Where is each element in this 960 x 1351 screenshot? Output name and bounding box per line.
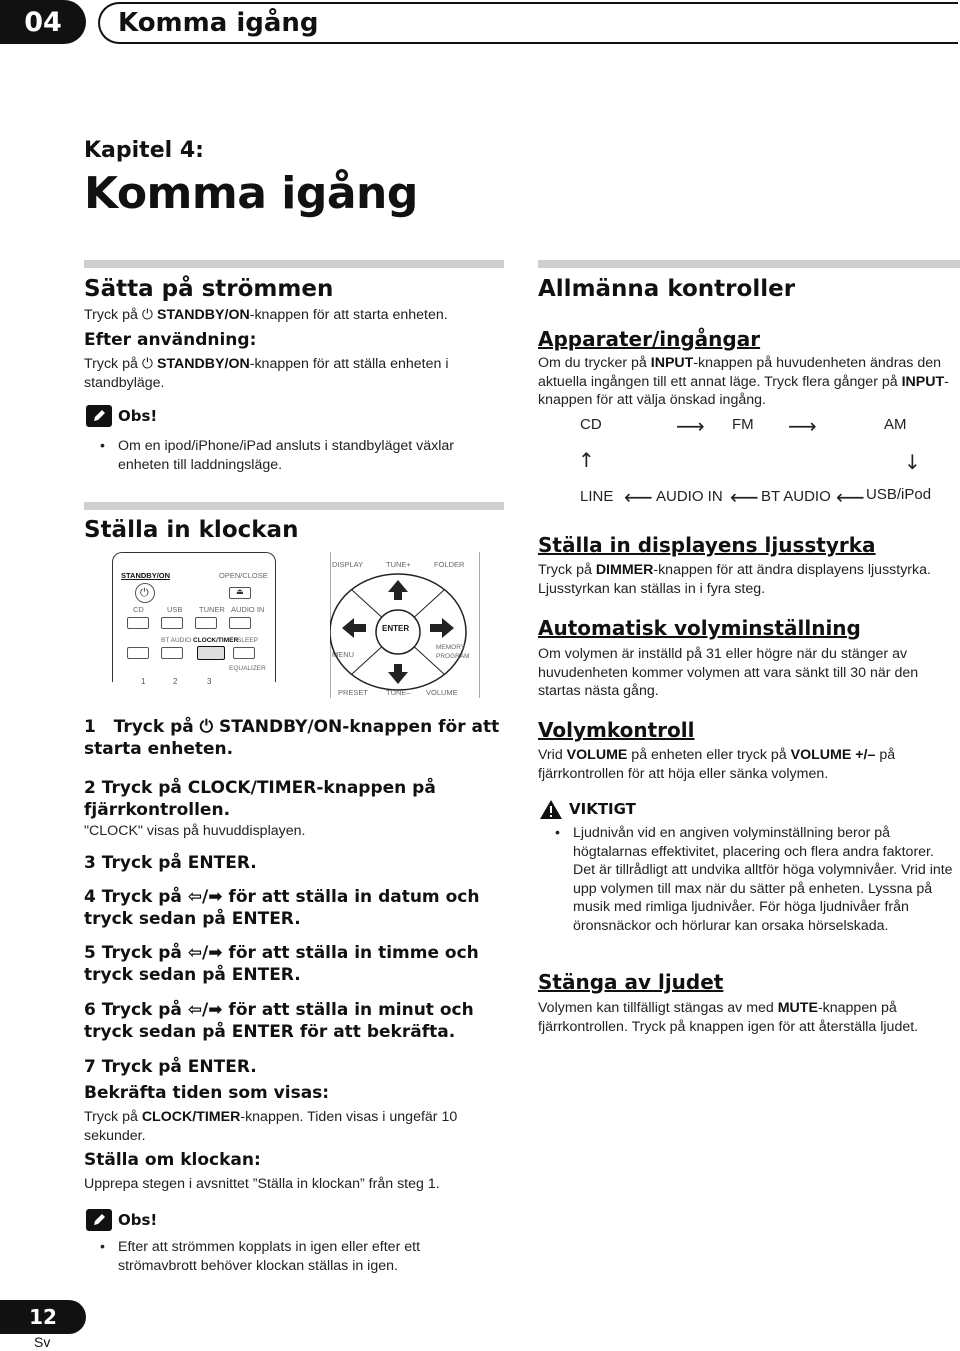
dpad-enter-label: ENTER (382, 624, 410, 633)
language-code: Sv (34, 1334, 51, 1350)
remote-btaudio-label: BT AUDIO (161, 637, 192, 644)
autovol-heading: Automatisk volyminställning (538, 616, 861, 640)
step-2: 2 Tryck på CLOCK/TIMER-knappen på fjärrkontrollen. (84, 778, 436, 820)
confirm-heading: Bekräfta tiden som visas: (84, 1083, 330, 1103)
section-divider (538, 260, 960, 268)
remote-cd-label: CD (133, 605, 144, 614)
clock-heading: Ställa in klockan (84, 517, 299, 543)
remote-sleep-label: SLEEP (237, 637, 258, 644)
flow-audioin: AUDIO IN (656, 488, 723, 505)
arrow-left-icon: ⟵ (624, 485, 653, 509)
flow-am: AM (884, 416, 907, 433)
arrow-right-icon: ⟶ (676, 414, 705, 438)
step-1: 1 Tryck på ⏻ STANDBY/ON-knappen för att starta enheten. (84, 717, 500, 759)
remote-power-button: ⏻ (135, 583, 155, 603)
power-heading: Sätta på strömmen (84, 276, 334, 302)
arrow-down-icon: ↓ (904, 450, 921, 474)
inputs-heading: Apparater/ingångar (538, 327, 761, 351)
dimmer-paragraph: Tryck på DIMMER-knappen för att ändra displayens ljusstyrka. Ljusstyrkan kan ställas in i fyra steg. (538, 562, 931, 597)
warning-icon (540, 800, 562, 823)
remote-eject-button: ⏏ (229, 587, 251, 599)
remote-num-2: 2 (173, 677, 178, 686)
remote-cd-button (127, 617, 149, 629)
power-icon: ⏻ (141, 356, 157, 372)
left-right-arrow-icon: ⇦/➡ (187, 943, 223, 963)
flow-usbipod: USB/iPod (866, 486, 932, 503)
power-paragraph: Tryck på ⏻ STANDBY/ON-knappen för att starta enheten. (84, 307, 448, 323)
remote-equalizer-label: EQUALIZER (229, 665, 266, 672)
power-icon: ⏻ (141, 307, 157, 323)
chapter-label: Kapitel 4: (84, 138, 204, 163)
note-item: • Om en ipod/iPhone/iPad ansluts i standbyläget växlar enheten till laddningsläge. (100, 437, 500, 474)
remote-audioin-button (229, 617, 251, 629)
pencil-icon (86, 405, 112, 427)
after-use-heading: Efter användning: (84, 330, 257, 350)
dpad-memory-label: MEMORY (436, 644, 466, 651)
page-number: 12 (0, 1300, 86, 1334)
mute-paragraph: Volymen kan tillfälligt stängas av med MUTE-knappen på fjärrkontrollen. Tryck på knappen igen för att återställa ljudet. (538, 1000, 919, 1035)
note-label: Obs! (118, 407, 158, 425)
dpad-tuneminus-label: TUNE– (386, 688, 411, 697)
remote-clocktimer-button (197, 646, 225, 660)
reset-heading: Ställa om klockan: (84, 1150, 261, 1170)
general-heading: Allmänna kontroller (538, 276, 796, 302)
page-title: Komma igång (84, 168, 418, 219)
step-4: 4 Tryck på ⇦/➡ för att ställa in datum och tryck sedan på ENTER. (84, 887, 480, 929)
arrow-up-icon: ↑ (578, 448, 595, 472)
remote-tuner-button (195, 617, 217, 629)
inputs-paragraph: Om du trycker på INPUT-knappen på huvudenheten ändras den aktuella ingången till ett annat läge. Tryck flera gånger på INPUT-knappen för att välja önskad ingång. (538, 355, 949, 408)
remote-sleep-button (233, 647, 255, 659)
dpad-program-label: PROGRAM (436, 653, 470, 660)
chapter-number-badge: 04 (0, 0, 86, 44)
arrow-left-icon: ⟵ (836, 485, 865, 509)
volume-paragraph: Vrid VOLUME på enheten eller tryck på VOLUME +/– på fjärrkontrollen för att höja eller sänka volymen. (538, 747, 896, 782)
remote-dpad-illustration (330, 552, 480, 698)
warning-item: • Ljudnivån vid en angiven volyminställning beror på högtalarnas effektivitet, placering och flera andra faktorer. Det är tillrådligt att undvika alltför höga volymnivåer. Vrid inte upp volymen till max när du sätter på enheten. Lyssna på musik med rimliga ljudnivåer. För höga ljudnivåer från öronsnäckor och hörlurar kan orsaka hörselskada. (555, 824, 959, 935)
warning-label: VIKTIGT (569, 800, 636, 818)
flow-btaudio: BT AUDIO (761, 488, 831, 505)
step-5: 5 Tryck på ⇦/➡ för att ställa in timme och tryck sedan på ENTER. (84, 943, 479, 985)
step-7: 7 Tryck på ENTER. (84, 1057, 257, 1077)
mute-heading: Stänga av ljudet (538, 970, 724, 994)
pencil-icon (86, 1209, 112, 1231)
volume-heading: Volymkontroll (538, 718, 695, 742)
dpad-display-label: DISPLAY (332, 560, 364, 569)
left-right-arrow-icon: ⇦/➡ (187, 1000, 223, 1020)
step-3: 3 Tryck på ENTER. (84, 853, 257, 873)
remote-clocktimer-label: CLOCK/TIMER (193, 637, 239, 644)
chapter-header-title: Komma igång (98, 2, 958, 44)
autovol-paragraph: Om volymen är inställd på 31 eller högre när du stänger av huvudenheten kommer volymen att vara sänkt till 30 när den startas nästa gång. (538, 646, 919, 699)
standby-paragraph: Tryck på ⏻ STANDBY/ON-knappen för att ställa enheten i standbyläge. (84, 356, 449, 391)
arrow-left-icon: ⟵ (730, 485, 759, 509)
remote-audioin-label: AUDIO IN (231, 605, 265, 614)
dpad-preset-label: PRESET (338, 688, 369, 697)
remote-illustration (112, 552, 276, 686)
dpad-volume-label: VOLUME (426, 688, 458, 697)
left-right-arrow-icon: ⇦/➡ (187, 887, 223, 907)
flow-line: LINE (580, 488, 614, 505)
confirm-paragraph: Tryck på CLOCK/TIMER-knappen. Tiden visas i ungefär 10 sekunder. (84, 1109, 458, 1144)
dpad-tuneplus-label: TUNE+ (386, 560, 411, 569)
flow-fm: FM (732, 416, 754, 433)
arrow-right-icon: ⟶ (788, 414, 817, 438)
dpad-menu-label: MENU (332, 650, 355, 659)
remote-usb-button (161, 617, 183, 629)
dimmer-heading: Ställa in displayens ljusstyrka (538, 533, 876, 557)
remote-num-3: 3 (207, 677, 212, 686)
power-icon: ⏻ (199, 717, 220, 737)
remote-button (127, 647, 149, 659)
section-divider (84, 502, 504, 510)
flow-cd: CD (580, 416, 602, 433)
note-item: • Efter att strömmen kopplats in igen eller efter ett strömavbrott behöver klockan ställas in igen. (100, 1238, 500, 1275)
reset-paragraph: Upprepa stegen i avsnittet ”Ställa in klockan” från steg 1. (84, 1176, 440, 1192)
remote-standby-label: STANDBY/ON (121, 571, 171, 580)
remote-tuner-label: TUNER (199, 605, 225, 614)
remote-num-1: 1 (141, 677, 146, 686)
remote-btaudio-button (161, 647, 183, 659)
step-6: 6 Tryck på ⇦/➡ för att ställa in minut och tryck sedan på ENTER för att bekräfta. (84, 1000, 474, 1042)
step-2-sub: "CLOCK" visas på huvuddisplayen. (84, 823, 306, 839)
note-label: Obs! (118, 1211, 158, 1229)
remote-openclose-label: OPEN/CLOSE (219, 571, 268, 580)
remote-usb-label: USB (167, 605, 183, 614)
section-divider (84, 260, 504, 268)
dpad-folder-label: FOLDER (434, 560, 465, 569)
